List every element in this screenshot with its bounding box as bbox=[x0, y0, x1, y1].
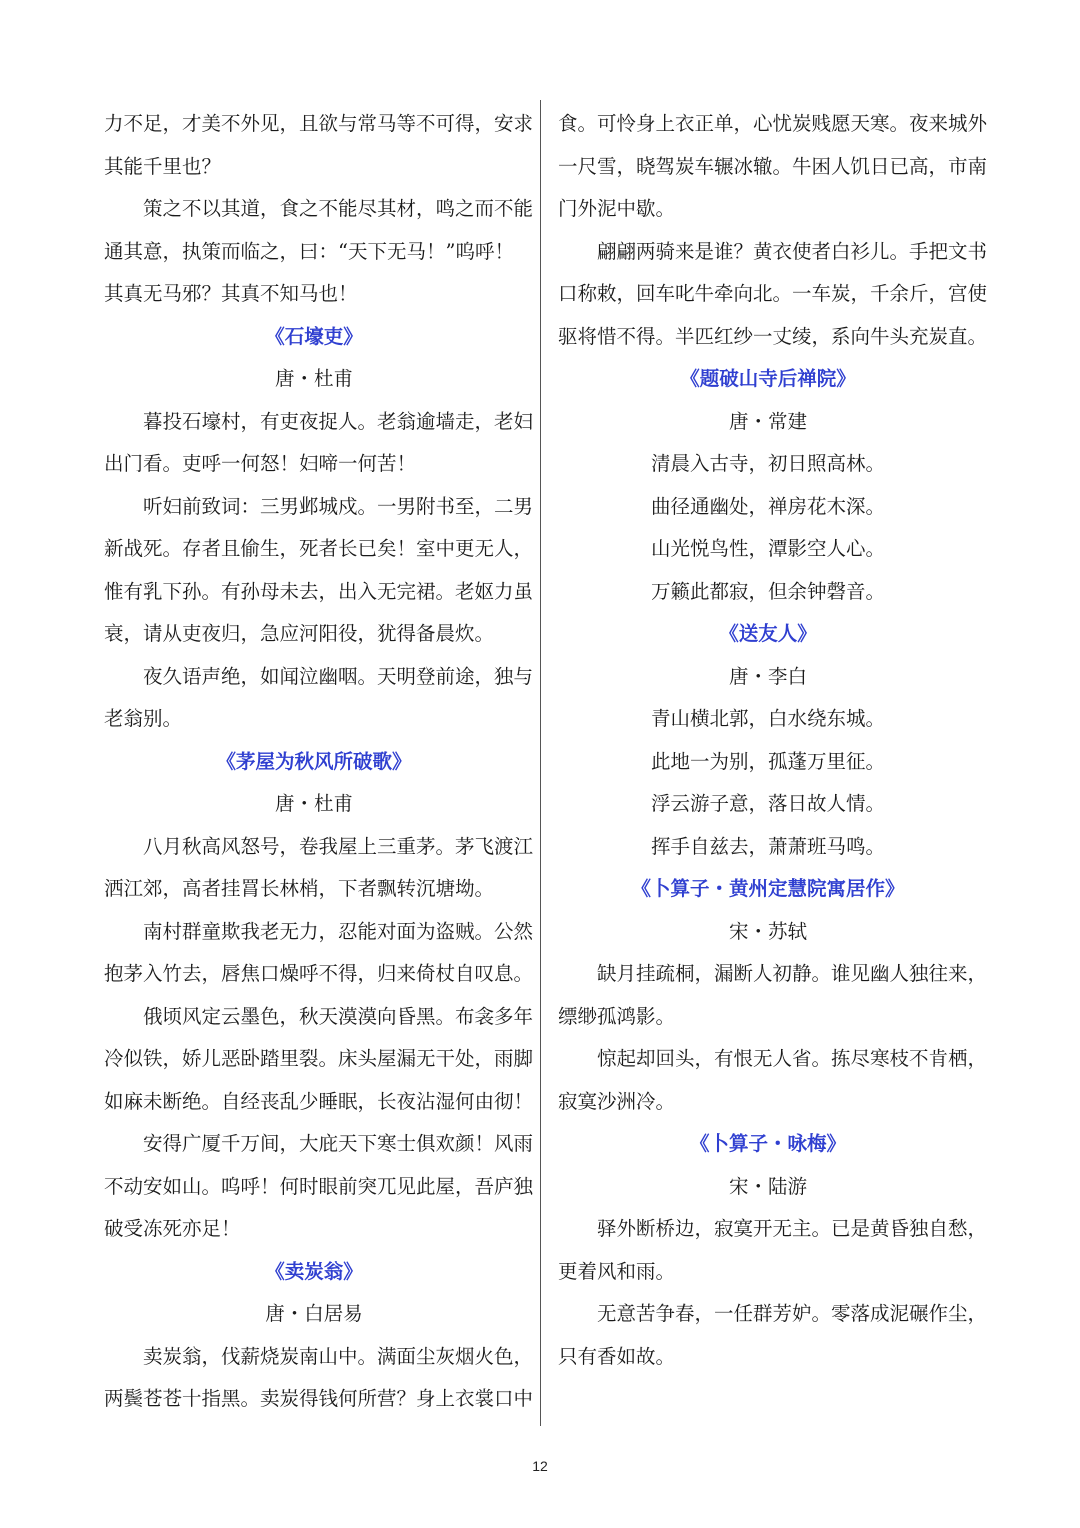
text-line: 寂寞沙洲冷。 bbox=[558, 1089, 676, 1113]
paragraph-start-line: 南村群童欺我老无力，忍能对面为盗贼。公然 bbox=[143, 919, 534, 943]
paragraph-start-line: 夜久语声绝，如闻泣幽咽。天明登前途，独与 bbox=[143, 664, 534, 688]
right-column bbox=[558, 103, 988, 1378]
text-line: 更着风和雨。 bbox=[558, 1259, 676, 1283]
poem-author: 唐・杜甫 bbox=[274, 792, 353, 815]
paragraph-start-line: 惊起却回头，有恨无人省。拣尽寒枝不肯栖， bbox=[597, 1047, 988, 1070]
text-line: 其能千里也？ bbox=[104, 154, 222, 178]
paragraph-start-line: 缺月挂疏桐，漏断人初静。谁见幽人独往来， bbox=[597, 962, 988, 985]
text-line: 只有香如故。 bbox=[558, 1344, 676, 1368]
paragraph-start-line: 八月秋高风怒号，卷我屋上三重茅。茅飞渡江 bbox=[143, 834, 534, 858]
text-line: 抱茅入竹去，唇焦口燥呼不得，归来倚杖自叹息。 bbox=[104, 962, 534, 985]
text-line: 口称敕，回车叱牛牵向北。一车炭，千余斤，宫使 bbox=[558, 282, 988, 305]
text-line: 食。可怜身上衣正单，心忧炭贱愿天寒。夜来城外 bbox=[558, 112, 988, 135]
poem-author: 宋・苏轼 bbox=[728, 919, 807, 943]
text-line: 驱将惜不得。半匹红纱一丈绫，系向牛头充炭直。 bbox=[558, 324, 988, 348]
column-divider bbox=[540, 100, 541, 1426]
poem-title: 《茅屋为秋风所破歌》 bbox=[216, 749, 412, 773]
paragraph-start-line: 驿外断桥边，寂寞开无主。已是黄昏独自愁， bbox=[597, 1217, 988, 1240]
paragraph-start-line: 无意苦争春，一任群芳妒。零落成泥碾作尘， bbox=[597, 1302, 988, 1325]
paragraph-start-line: 听妇前致词：三男邺城戍。一男附书至，二男 bbox=[143, 494, 534, 518]
paragraph-start-line: 卖炭翁，伐薪烧炭南山中。满面尘灰烟火色， bbox=[143, 1344, 534, 1368]
poem-author: 唐・白居易 bbox=[265, 1302, 363, 1325]
poem-title: 《送友人》 bbox=[719, 622, 817, 645]
poem-author: 唐・杜甫 bbox=[274, 367, 353, 390]
verse-line: 此地一为别，孤蓬万里征。 bbox=[650, 749, 885, 773]
text-line: 通其意，执策而临之，曰：“天下无马！”呜呼！ bbox=[104, 239, 514, 263]
text-line: 其真无马邪？其真不知马也！ bbox=[104, 282, 358, 305]
poem-title: 《卖炭翁》 bbox=[265, 1259, 363, 1283]
verse-line: 浮云游子意，落日故人情。 bbox=[650, 792, 885, 815]
text-line: 冷似铁，娇儿恶卧踏里裂。床头屋漏无干处，雨脚 bbox=[104, 1047, 534, 1070]
text-line: 力不足，才美不外见，且欲与常马等不可得，安求 bbox=[104, 112, 534, 135]
text-line: 新战死。存者且偷生，死者长已矣！室中更无人， bbox=[104, 537, 534, 560]
verse-line: 青山横北郭，白水绕东城。 bbox=[650, 707, 885, 730]
text-line: 一尺雪，晓驾炭车辗冰辙。牛困人饥日已高，市南 bbox=[558, 154, 988, 178]
paragraph-start-line: 策之不以其道，食之不能尽其材，鸣之而不能 bbox=[143, 197, 534, 220]
left-column bbox=[104, 103, 534, 1421]
poem-title: 《石壕吏》 bbox=[265, 324, 363, 348]
text-line: 老翁别。 bbox=[104, 707, 183, 730]
text-line: 洒江郊，高者挂罥长林梢，下者飘转沉塘坳。 bbox=[104, 877, 495, 900]
poem-title: 《题破山寺后禅院》 bbox=[680, 367, 856, 390]
page-number: 12 bbox=[532, 1458, 548, 1474]
poem-title: 《卜算子・黄州定慧院寓居作》 bbox=[631, 877, 905, 900]
text-line: 门外泥中歇。 bbox=[558, 197, 676, 220]
poem-author: 唐・常建 bbox=[728, 409, 807, 433]
text-line: 惟有乳下孙。有孙母未去，出入无完裙。老妪力虽 bbox=[104, 579, 534, 603]
text-line: 缥缈孤鸿影。 bbox=[558, 1004, 676, 1028]
text-line: 不动安如山。呜呼！何时眼前突兀见此屋，吾庐独 bbox=[104, 1174, 534, 1198]
poem-title: 《卜算子・咏梅》 bbox=[689, 1132, 846, 1155]
paragraph-start-line: 安得广厦千万间，大庇天下寒士俱欢颜！风雨 bbox=[143, 1132, 534, 1155]
poem-author: 唐・李白 bbox=[728, 664, 807, 688]
text-line: 如麻未断绝。自经丧乱少睡眠，长夜沾湿何由彻！ bbox=[104, 1089, 534, 1113]
text-line: 出门看。吏呼一何怒！妇啼一何苦！ bbox=[104, 452, 417, 475]
verse-line: 曲径通幽处，禅房花木深。 bbox=[650, 494, 885, 518]
verse-line: 万籁此都寂，但余钟磬音。 bbox=[650, 579, 885, 603]
paragraph-start-line: 翩翩两骑来是谁？黄衣使者白衫儿。手把文书 bbox=[597, 239, 988, 263]
paragraph-start-line: 俄顷风定云墨色，秋天漠漠向昏黑。布衾多年 bbox=[143, 1004, 534, 1028]
text-line: 破受冻死亦足！ bbox=[104, 1217, 241, 1240]
verse-line: 清晨入古寺，初日照高林。 bbox=[650, 452, 885, 475]
text-line: 两鬓苍苍十指黑。卖炭得钱何所营？身上衣裳口中 bbox=[104, 1387, 534, 1410]
verse-line: 挥手自兹去，萧萧班马鸣。 bbox=[650, 834, 885, 858]
poem-author: 宋・陆游 bbox=[728, 1174, 807, 1198]
verse-line: 山光悦鸟性，潭影空人心。 bbox=[650, 537, 885, 560]
text-line: 衰，请从吏夜归，急应河阳役，犹得备晨炊。 bbox=[104, 622, 495, 645]
paragraph-start-line: 暮投石壕村，有吏夜捉人。老翁逾墙走，老妇 bbox=[143, 409, 534, 433]
